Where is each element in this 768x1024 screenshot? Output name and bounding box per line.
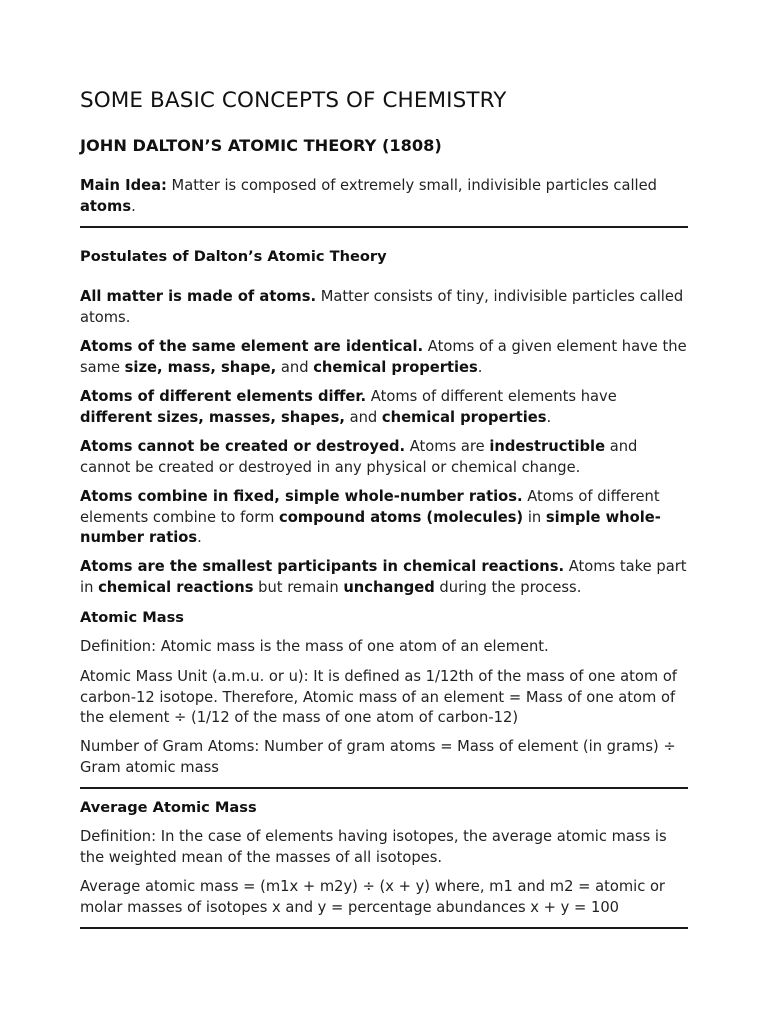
postulate-6-text-2: but remain [253, 578, 344, 596]
postulate-6-lead: Atoms are the smallest participants in chemical reactions. [80, 558, 565, 575]
postulate-6-text: Atoms take part in [80, 558, 687, 596]
atomic-mass-heading: Atomic Mass [80, 609, 184, 626]
main-idea-text: Matter is composed of extremely small, indivisible particles called [166, 177, 657, 194]
postulate-3-text-3: . [546, 408, 552, 426]
average-atomic-mass-heading: Average Atomic Mass [80, 799, 257, 816]
divider [80, 927, 688, 929]
postulate-3-text-2: and [344, 408, 382, 426]
postulate-3-bold-2: chemical properties [381, 408, 547, 426]
postulate-3-lead: Atoms of different elements differ. [80, 388, 367, 405]
postulate-2-bold-2: chemical properties [313, 358, 478, 376]
postulate-5-text-3: . [197, 529, 202, 546]
postulate-2 [80, 337, 688, 378]
main-idea-paragraph [80, 176, 688, 217]
postulate-3-bold-1: different sizes, masses, shapes, [80, 408, 345, 426]
postulate-2-bold-1: size, mass, shape, [124, 358, 277, 376]
postulate-5 [80, 487, 688, 549]
postulate-5-text: Atoms of different elements combine to form [80, 488, 660, 526]
postulate-2-text-2: and [276, 358, 314, 376]
postulate-6-bold-2: unchanged [343, 578, 435, 596]
postulate-5-lead: Atoms combine in fixed, simple whole-number ratios. [80, 488, 523, 505]
page-title: SOME BASIC CONCEPTS OF CHEMISTRY [80, 88, 507, 113]
postulate-3 [80, 387, 688, 428]
postulate-4-lead: Atoms cannot be created or destroyed. [80, 438, 406, 455]
atomic-mass-unit-paragraph: Atomic Mass Unit (a.m.u. or u): It is defined as 1/12th of the mass of one atom of carbon-12 isotope. Therefore, Atomic mass of an element = Mass of one atom of the element ÷ (1/12 of the mass of one atom of carbon-12) [80, 668, 677, 726]
postulate-5-text-2: in [523, 508, 546, 526]
postulate-6 [80, 557, 688, 598]
postulate-1-text: Matter consists of tiny, indivisible particles called atoms. [80, 288, 684, 326]
atomic-mass-definition: Definition: Atomic mass is the mass of one atom of an element. [80, 638, 549, 655]
average-atomic-mass-definition: Definition: In the case of elements having isotopes, the average atomic mass is the weighted mean of the masses of all isotopes. [80, 828, 667, 866]
postulate-6-bold-1: chemical reactions [98, 578, 254, 596]
postulate-5-bold-2: simple whole-number ratios [80, 508, 661, 546]
average-atomic-mass-formula: Average atomic mass = (m1x + m2y) ÷ (x + y) where, m1 and m2 = atomic or molar masses of isotopes x and y = percentage abundances x + y = 100 [80, 878, 665, 916]
postulate-2-lead: Atoms of the same element are identical. [80, 338, 424, 355]
postulate-1 [80, 287, 688, 328]
main-idea-label: Main Idea: [80, 177, 167, 194]
main-idea-end: . [131, 197, 136, 215]
postulate-2-text-3: . [477, 358, 483, 376]
postulate-3-text: Atoms of different elements have [366, 388, 617, 405]
postulate-4-text-2: and cannot be created or destroyed in any physical or chemical change. [80, 438, 638, 476]
postulate-4-bold-1: indestructible [489, 438, 606, 455]
postulates-heading: Postulates of Dalton’s Atomic Theory [80, 248, 387, 265]
postulate-5-bold-1: compound atoms (molecules) [279, 508, 524, 526]
postulate-4-text: Atoms are [405, 438, 490, 455]
divider [80, 226, 688, 228]
gram-atoms-paragraph: Number of Gram Atoms: Number of gram atoms = Mass of element (in grams) ÷ Gram atomic mass [80, 738, 676, 776]
postulate-4 [80, 437, 688, 478]
postulate-6-text-3: during the process. [434, 578, 582, 596]
postulate-1-lead: All matter is made of atoms. [80, 288, 317, 305]
postulate-2-text: Atoms of a given element have the same [80, 338, 687, 376]
main-idea-term: atoms [80, 197, 132, 215]
section-title-dalton: JOHN DALTON’S ATOMIC THEORY (1808) [80, 136, 442, 155]
divider [80, 787, 688, 789]
